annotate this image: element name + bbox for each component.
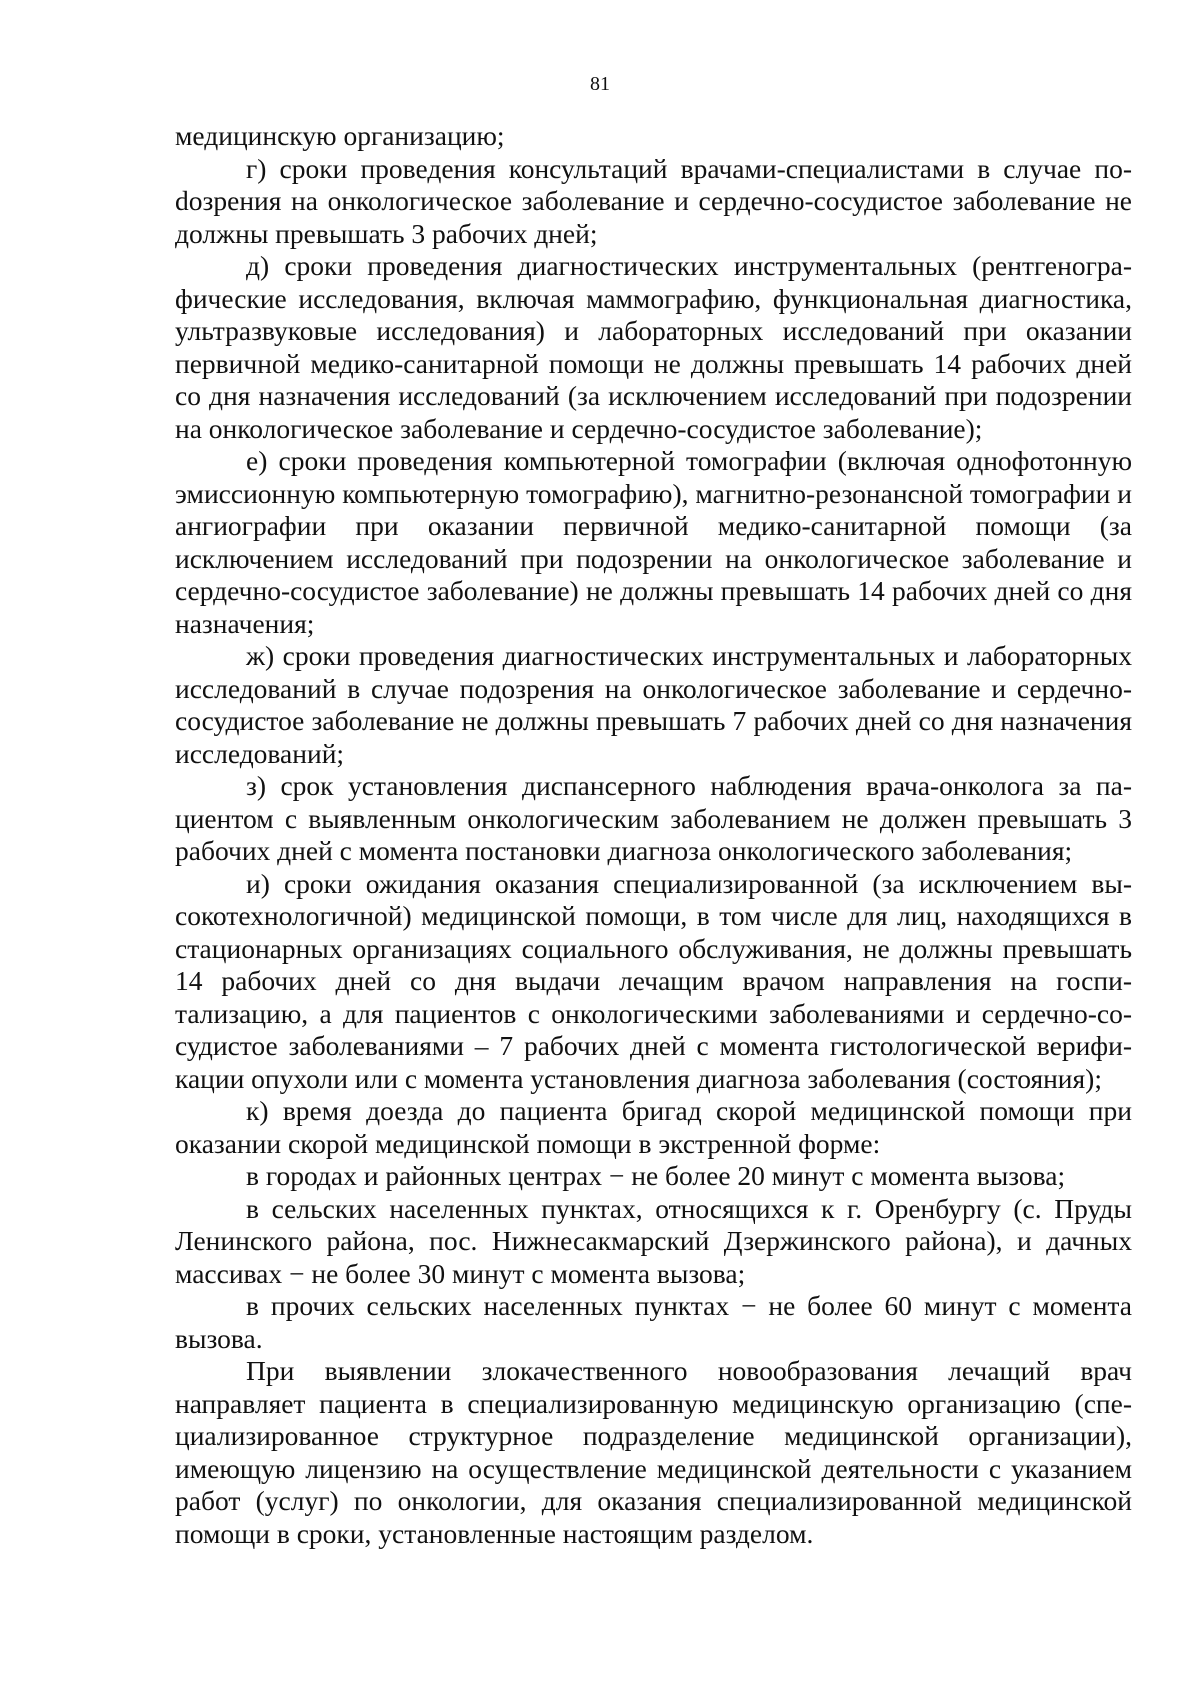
paragraph-cities: в городах и районных центрах − не более 20 минут с момента вызова; (246, 1160, 1066, 1191)
paragraph-rural-other: в прочих сельских населенных пунктах − не более 60 минут с момента вызова. (175, 1290, 1132, 1354)
paragraph-item-e: е) сроки проведения компьютерной томографии (включая однофотонную эмиссионную компьютерную томографию), магнитно-резонансной томографии и ангиографии при оказании первичной медико-санитарной помощи (за исключением исследований при подозрении на онкологическое заболевание и сердечно-сосудистое заболевание) не должны превышать 14 рабочих дней со дня назначения; (175, 445, 1132, 639)
paragraph-item-z: з) срок установления диспансерного наблюдения врача-онколога за пациентом с выявленным онкологическим заболеванием не должен превышать 3 рабочих дней с момента постановки диагноза онкологического заболевания; (175, 770, 1132, 866)
paragraph-item-d: д) сроки проведения диагностических инструментальных (рентгенографические исследования, включая маммографию, функциональная диагностика, ультразвуковые исследования) и лабораторных исследований при оказании первичной медико-санитарной помощи не должны превышать 14 рабочих дней со дня назначения исследований (за исключением исследований при подозрении на онкологическое заболевание и сердечно-сосудистое заболевание); (175, 250, 1132, 444)
paragraph-item-g: г) сроки проведения консультаций врачами-специалистами в случае поdозрения на онкологическое заболевание и сердечно-сосудистое заболевание не должны превышать 3 рабочих дней; (175, 152, 1132, 249)
paragraph-rural-orenburg: в сельских населенных пунктах, относящихся к г. Оренбургу (с. Пруды Ленинского района, пос. Нижнесакмарский Дзержинского района), и дачных массивах − не более 30 минут с момента вызова; (175, 1192, 1132, 1289)
paragraph-item-k: к) время доезда до пациента бригад скорой медицинской помощи при оказании скорой медицинской помощи в экстренной форме: (175, 1095, 1132, 1159)
paragraph-oncology-referral: При выявлении злокачественного новообразования лечащий врач направляет пациента в специализированную медицинскую организацию (специализированное структурное подразделение медицинской организации), имеющую лицензию на осуществление медицинской деятельности с указанием работ (услуг) по онкологии, для оказания специализированной медицинской помощи в сроки, установленные настоящим разделом. (175, 1355, 1132, 1549)
paragraph-item-zh: ж) сроки проведения диагностических инструментальных и лабораторных исследований в случае подозрения на онкологическое заболевание и сердечно-сосудистое заболевание не должны превышать 7 рабочих дней со дня назначения исследований; (175, 640, 1132, 769)
paragraph-item-i: и) сроки ожидания оказания специализированной (за исключением высокотехнологичной) медицинской помощи, в том числе для лиц, находящихся в стационарных организациях социального обслуживания, не должны превышать 14 рабочих дней со дня выдачи лечащим врачом направления на госпитализацию, а для пациентов с онкологическими заболеваниями и сердечно-сосудистое заболеваниями – 7 рабочих дней с момента гистологической верификации опухоли или с момента установления диагноза заболевания (состояния); (175, 867, 1132, 1094)
page-number: 81 (590, 73, 610, 95)
paragraph-continuation: медицинскую организацию; (175, 120, 505, 151)
document-body (175, 120, 1132, 1550)
